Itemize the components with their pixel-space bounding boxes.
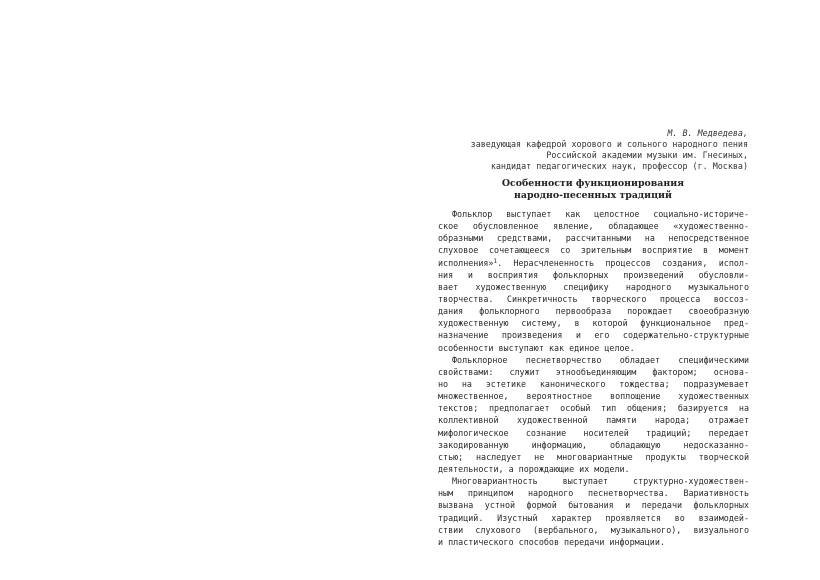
author-name: М. В. Медведева, [667, 128, 748, 138]
text-line: особенности выступают как единое целое. [438, 342, 635, 353]
text-line: ское обусловленное явление, обладающее «художественно- [438, 221, 749, 232]
text-line: творчества. Синкретичность творческого процесса воссоз- [438, 293, 749, 304]
text-line [438, 257, 749, 269]
text-line: вает художественную специфику народного музыкального [438, 281, 749, 292]
text-line: художественную систему, в которой функциональное пред- [438, 318, 749, 329]
paragraph-2 [438, 354, 749, 475]
text-line: Многовариантность выступает структурно-художествен- [452, 476, 749, 487]
text-fragment: исполнения» [438, 257, 494, 268]
text-line: вызвана устной формой бытования и передачи фольклорных [438, 500, 749, 511]
article-title-line-1: Особенности функционирования [501, 178, 685, 189]
text-line: образными средствами, рассчитанными на непосредственное [438, 233, 749, 244]
text-line: стью; наследует не многовариантные продукты творческой [438, 451, 749, 462]
text-line: слуховое сочетающееся со зрительным восприятие в момент [438, 245, 749, 256]
text-line: Фольклорное песнетворчество обладает специфическими [452, 354, 749, 365]
author-info [438, 128, 748, 172]
text-line: ствии слухового (вербального, музыкального), визуального [438, 524, 749, 535]
text-line: деятельности, а порождающие их модели. [438, 463, 630, 474]
text-line: ния и восприятия фольклорных произведений обусловли- [438, 269, 749, 280]
article-title-line-2: народно-песенных традиций [514, 190, 672, 201]
article-title [438, 178, 748, 202]
author-position: заведующая кафедрой хорового и сольного народного пения [470, 139, 748, 149]
author-degree: кандидат педагогических наук, профессор (г. Москва) [490, 161, 748, 171]
text-line: множественное, вероятностное воплощение художественных [438, 391, 749, 402]
text-line: назначение произведения и его содержательно-структурные [438, 330, 749, 341]
author-affiliation: Российской академии музыки им. Гнесиных, [546, 150, 748, 160]
text-line: традиций. Изустный характер проявляется во взаимодей- [438, 512, 749, 523]
text-line: дания фольклорного первообраза порождает своеобразную [438, 306, 749, 317]
article-body [438, 208, 749, 548]
text-line: свойствами: служит этнообъединяющим фактором; основа- [438, 366, 749, 377]
text-line: мифологическое сознание носителей традиций; передает [438, 427, 749, 438]
text-line: ным принципом народного песнетворчества. Вариативность [438, 488, 749, 499]
paragraph-1 [438, 208, 749, 354]
text-line: коллективной художественной памяти народа; отражает [438, 415, 749, 426]
text-line: и пластического способов передачи информации. [438, 536, 665, 547]
paragraph-3 [438, 475, 749, 548]
text-line: но на эстетике канонического тождества; подразумевает [438, 378, 749, 389]
text-fragment: . Нерасчлененность процессов создания, испол- [497, 257, 749, 268]
text-line: закодированную информацию, обладающую недосказанно- [438, 439, 749, 450]
text-line: Фольклор выступает как целостное социально-историче- [452, 209, 749, 219]
text-line: текстов; предполагает особый тип общения; базируется на [438, 403, 749, 414]
footnote-mark: 1 [493, 257, 498, 265]
